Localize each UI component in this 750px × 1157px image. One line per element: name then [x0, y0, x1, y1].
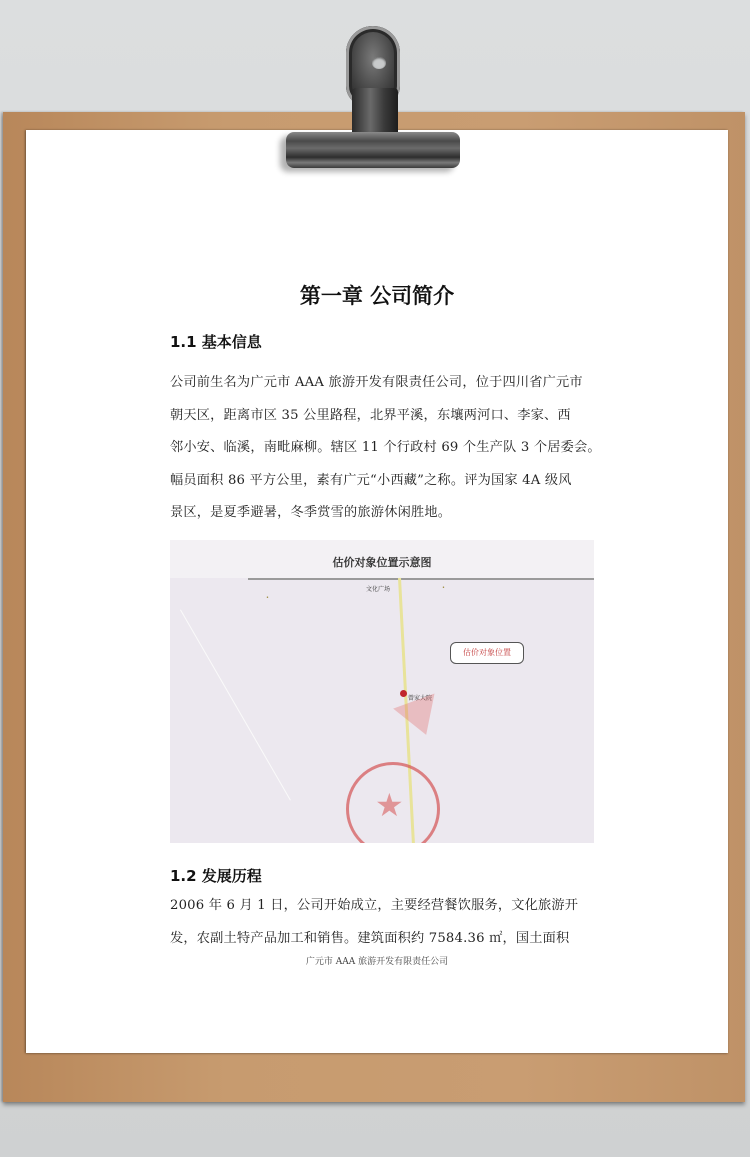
clip-bar: [286, 132, 460, 168]
map-title: 估价对象位置示意图: [332, 556, 432, 569]
map-path: [180, 610, 291, 801]
map-label-zeng-courtyard: 曾家大院: [408, 695, 433, 702]
chapter-title: 第一章 公司简介: [299, 284, 455, 308]
map-poi: •: [442, 585, 445, 591]
section-heading-basic-info: 1.1 基本信息: [170, 333, 262, 351]
location-map-figure: [170, 540, 594, 843]
page-footer: 广元市 AAA 旅游开发有限责任公司: [305, 957, 449, 967]
section-heading-history: 1.2 发展历程: [170, 867, 262, 885]
text-line: 邻小安、临溪，南毗麻柳。辖区 11 个行政村 69 个生产队 3 个居委会。: [170, 440, 601, 455]
target-location-callout: 估价对象位置: [450, 642, 524, 664]
text-line: 景区，是夏季避暑，冬季赏雪的旅游休闲胜地。: [170, 505, 452, 520]
star-icon: ★: [375, 786, 404, 824]
text-line: 朝天区，距离市区 35 公里路程，北界平溪，东壤两河口、李家、西: [170, 407, 571, 423]
text-line: 2006 年 6 月 1 日，公司开始成立，主要经营餐饮服务，文化旅游开: [170, 898, 579, 913]
basic-info-paragraph: [170, 367, 601, 530]
triangle-seal-icon: [393, 694, 447, 743]
history-paragraph: [170, 890, 585, 955]
map-divider: [248, 578, 594, 580]
map-poi: •: [266, 595, 269, 601]
official-seal-icon: [346, 762, 440, 843]
binder-clip-icon: [282, 20, 464, 172]
text-line: 幅员面积 86 平方公里，素有广元“小西藏”之称。评为国家 4A 级风: [170, 472, 572, 488]
clip-hole: [372, 57, 386, 69]
map-label-culture-square: 文化广场: [366, 586, 391, 593]
text-line: 发，农副土特产品加工和销售。建筑面积约 7584.36 ㎡，国土面积: [170, 930, 570, 946]
location-marker-icon: [400, 690, 407, 697]
text-line: 公司前生名为广元市 AAA 旅游开发有限责任公司，位于四川省广元市: [170, 375, 583, 390]
